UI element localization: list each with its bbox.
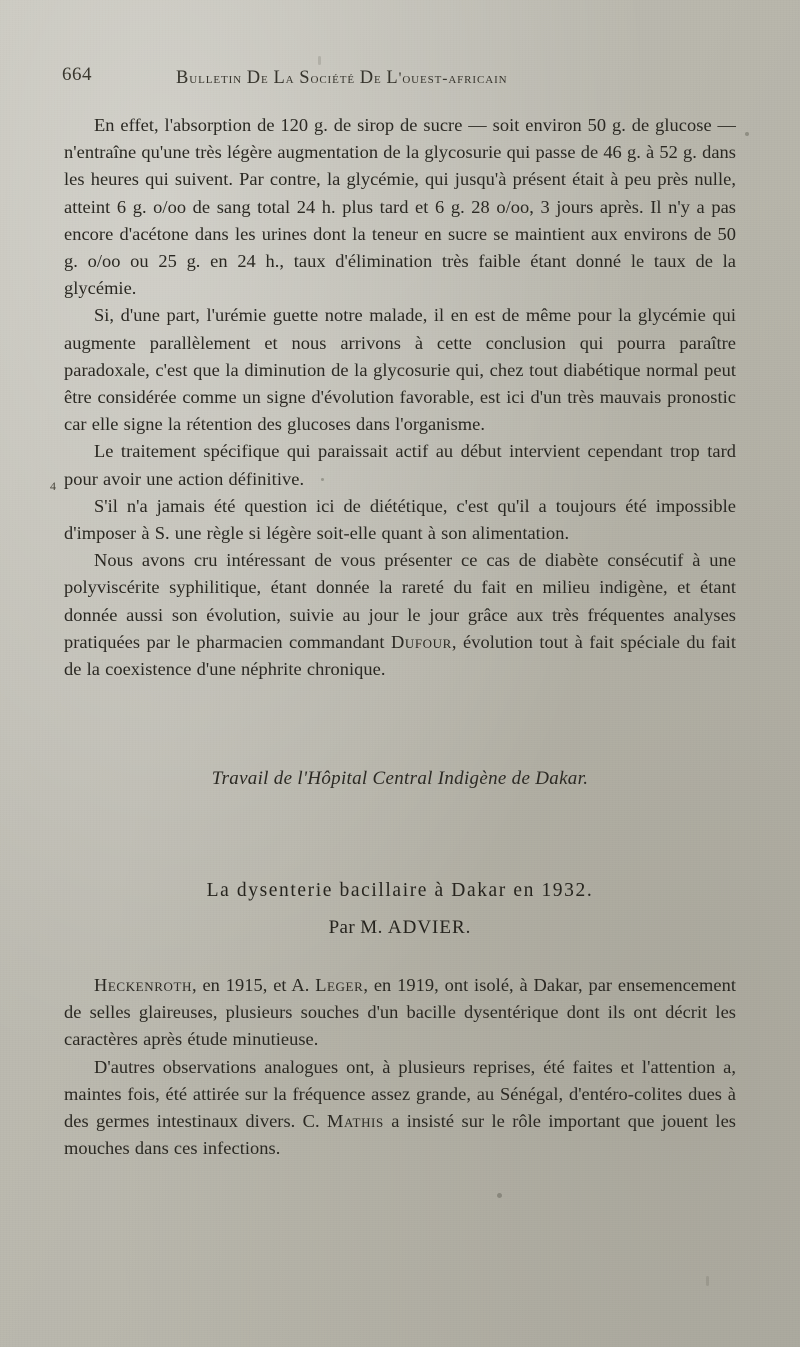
paragraph: Si, d'une part, l'urémie guette notre malade, il en est de même pour la glycémie qui augmente parallèlement et nous arrivons à cette conclusion qui pourra paraître paradoxale, c'est que la diminution de la glycosurie qui, chez tout diabétique normal peut être considérée comme un signe d'évolution favorable, est ici d'un très mauvais pronostic car elle signe la rétention des glucoses dans l'organisme. — [64, 305, 736, 435]
article-author — [64, 917, 736, 939]
signature-mark: 4 — [50, 479, 56, 493]
paragraph: D'autres observations analogues ont, à plusieurs reprises, été faites et l'attention a, maintes fois, été attirée sur la fréquence assez grande, au Sénégal, d'entéro-colites dues à des germes intestinaux divers. C. Mathis a insisté sur le rôle important que jouent les mouches dans ces infections. — [64, 1056, 736, 1159]
continued-article-body — [64, 112, 736, 683]
paper-speck — [497, 1193, 502, 1198]
paragraph: Le traitement spécifique qui paraissait actif au début intervient cependant trop tard pour avoir une action définitive. — [64, 441, 736, 489]
running-head: Bulletin De La Société De L'ouest-africain — [176, 68, 508, 88]
paper-speck — [321, 478, 324, 481]
paragraph: Nous avons cru intéressant de vous présenter ce cas de diabète consécutif à une polyviscérite syphilitique, étant donnée la rareté du fait en milieu indigène, et étant donnée aussi son évolution, suivie au jour le jour grâce aux très fréquentes analyses pratiquées par le pharmacien commandant Dufour, évolution tout à fait spéciale du fait de la coexistence d'une néphrite chronique. — [64, 550, 736, 680]
paper-speck — [318, 56, 321, 65]
paragraph: S'il n'a jamais été question ici de diététique, c'est qu'il a toujours été impossible d'imposer à S. une règle si légère soit-elle quant à son alimentation. — [64, 495, 736, 544]
author-prefix: Par M. — [328, 917, 383, 938]
article-attribution: Travail de l'Hôpital Central Indigène de Dakar. — [211, 768, 589, 789]
paragraph: Heckenroth, en 1915, et A. Leger, en 1919, ont isolé, à Dakar, par ensemencement de selles glaireuses, plusieurs souches d'un bacille dysentérique dont ils ont décrit les caractères après étude minutieuse. — [64, 975, 736, 1050]
page-number: 664 — [62, 64, 92, 85]
new-article-body — [64, 972, 736, 1162]
paper-speck — [745, 132, 749, 136]
paragraph: En effet, l'absorption de 120 g. de sirop de sucre — soit environ 50 g. de glucose — n'entraîne qu'une très légère augmentation de la glycosurie qui passe de 46 g. à 52 g. dans les heures qui suivent. Par contre, la glycémie, qui jusqu'à présent était à peu près nulle, atteint 6 g. o/oo de sang total 24 h. plus tard et 6 g. 28 o/oo, 3 jours après. Il n'y a pas encore d'acétone dans les urines dont la teneur en sucre se maintient aux environs de 50 g. o/oo ou 25 g. en 24 h., taux d'élimination très faible étant donné le taux de la glycémie. — [64, 115, 736, 299]
article-title: La dysenterie bacillaire à Dakar en 1932. — [206, 880, 594, 901]
paper-speck — [706, 1276, 709, 1286]
author-name: ADVIER. — [387, 917, 472, 938]
